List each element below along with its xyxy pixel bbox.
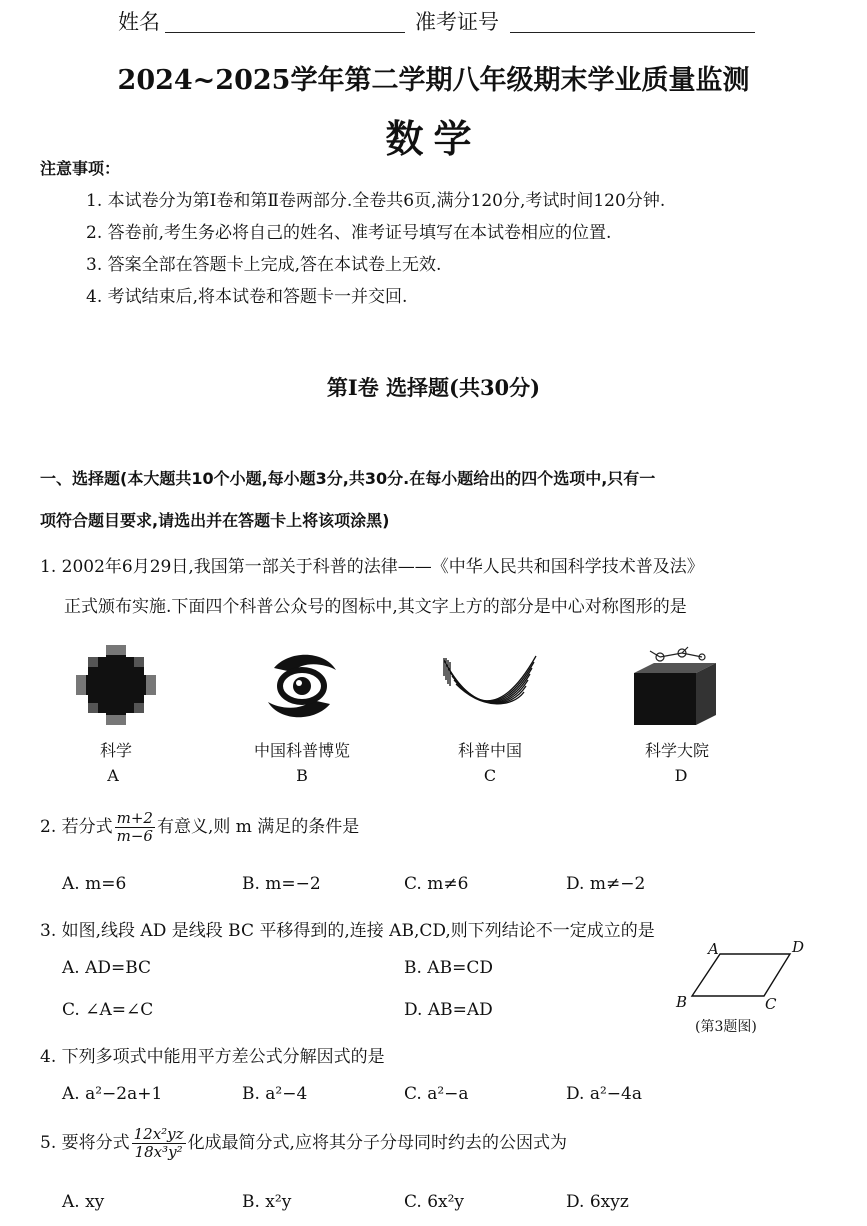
option-b: B. AB=CD bbox=[404, 958, 493, 978]
option-d: D. m≠−2 bbox=[566, 874, 646, 894]
option-d: D. a²−4a bbox=[566, 1084, 642, 1104]
option-a: A. a²−2a+1 bbox=[62, 1084, 163, 1104]
option-c: C. 6x²y bbox=[404, 1192, 465, 1212]
question-3-stem: 3. 如图,线段 AD 是线段 BC 平移得到的,连接 AB,CD,则下列结论不一定成立的是 bbox=[40, 921, 655, 941]
section-instruction: 项符合题目要求,请选出并在答题卡上将该项涂黑) bbox=[40, 511, 390, 530]
name-field[interactable] bbox=[165, 10, 405, 33]
option-a: A. AD=BC bbox=[62, 958, 152, 978]
section-instruction: 一、选择题(本大题共10个小题,每小题3分,共30分.在每小题给出的四个选项中,只有一 bbox=[40, 469, 656, 488]
option-letter: C bbox=[483, 766, 497, 785]
notice-item: 4. 考试结束后,将本试卷和答题卡一并交回. bbox=[86, 287, 408, 307]
question-5-stem bbox=[40, 1126, 567, 1161]
option-b: B. x²y bbox=[242, 1192, 292, 1212]
option-c: C. ∠A=∠C bbox=[62, 1000, 154, 1020]
parallelogram-figure bbox=[672, 938, 812, 1010]
notice-item: 1. 本试卷分为第Ⅰ卷和第Ⅱ卷两部分.全卷共6页,满分120分,考试时间120分钟. bbox=[86, 191, 666, 211]
option-a: A. xy bbox=[62, 1192, 105, 1212]
notice-heading: 注意事项： bbox=[40, 159, 121, 178]
name-label: 姓名 bbox=[118, 10, 160, 34]
option-a: A. m=6 bbox=[62, 874, 127, 894]
question-2-stem bbox=[40, 810, 359, 845]
notice-item: 3. 答案全部在答题卡上完成,答在本试卷上无效. bbox=[86, 255, 442, 275]
fraction-numerator: 12x²yz bbox=[133, 1125, 184, 1143]
question-4-stem: 4. 下列多项式中能用平方差公式分解因式的是 bbox=[40, 1047, 385, 1067]
option-caption: 科学 bbox=[99, 741, 132, 760]
option-caption: 中国科普博览 bbox=[253, 741, 350, 760]
option-caption: 科普中国 bbox=[457, 741, 522, 760]
wave-ribbon-icon bbox=[440, 650, 540, 724]
figure-caption: (第3题图) bbox=[695, 1019, 757, 1035]
fraction bbox=[115, 810, 155, 845]
option-c: C. m≠6 bbox=[404, 874, 469, 894]
ticket-field[interactable] bbox=[510, 10, 755, 33]
option-letter: D bbox=[674, 766, 688, 785]
section-title: 第Ⅰ卷 选择题(共30分) bbox=[326, 375, 541, 400]
question-5-suffix: 化成最简分式,应将其分子分母同时约去的公因式为 bbox=[187, 1133, 567, 1153]
fraction-denominator: 18x³y² bbox=[134, 1143, 183, 1161]
question-1-stem: 正式颁布实施.下面四个科普公众号的图标中,其文字上方的部分是中心对称图形的是 bbox=[64, 597, 687, 617]
figure-label: A bbox=[708, 940, 719, 958]
option-d: D. 6xyz bbox=[566, 1192, 629, 1212]
option-b: B. a²−4 bbox=[242, 1084, 308, 1104]
eye-swirl-icon bbox=[264, 650, 340, 722]
fraction bbox=[132, 1126, 186, 1161]
option-letter: B bbox=[296, 766, 308, 785]
figure-label: D bbox=[792, 938, 805, 956]
notice-item: 2. 答卷前,考生务必将自己的姓名、准考证号填写在本试卷相应的位置. bbox=[86, 223, 612, 243]
option-caption: 科学大院 bbox=[644, 741, 709, 760]
question-2-suffix: 有意义,则 m 满足的条件是 bbox=[156, 817, 360, 837]
fraction-numerator: m+2 bbox=[116, 809, 153, 827]
fraction-denominator: m−6 bbox=[116, 827, 153, 845]
figure-label: C bbox=[765, 995, 777, 1013]
option-b: B. m=−2 bbox=[242, 874, 321, 894]
question-2-prefix: 2. 若分式 bbox=[40, 817, 113, 837]
option-letter: A bbox=[107, 766, 119, 785]
option-c: C. a²−a bbox=[404, 1084, 469, 1104]
subject-title: 数学 bbox=[385, 116, 482, 161]
exam-title: 2024~2025学年第二学期八年级期末学业质量监测 bbox=[117, 65, 750, 96]
science-pixel-icon bbox=[76, 645, 156, 725]
ticket-label: 准考证号 bbox=[415, 10, 499, 34]
option-d: D. AB=AD bbox=[404, 1000, 493, 1020]
figure-label: B bbox=[676, 993, 688, 1011]
question-5-prefix: 5. 要将分式 bbox=[40, 1133, 130, 1153]
question-1-stem: 1. 2002年6月29日,我国第一部关于科普的法律——《中华人民共和国科学技术普及法》 bbox=[40, 557, 704, 577]
science-box-icon bbox=[630, 645, 720, 727]
